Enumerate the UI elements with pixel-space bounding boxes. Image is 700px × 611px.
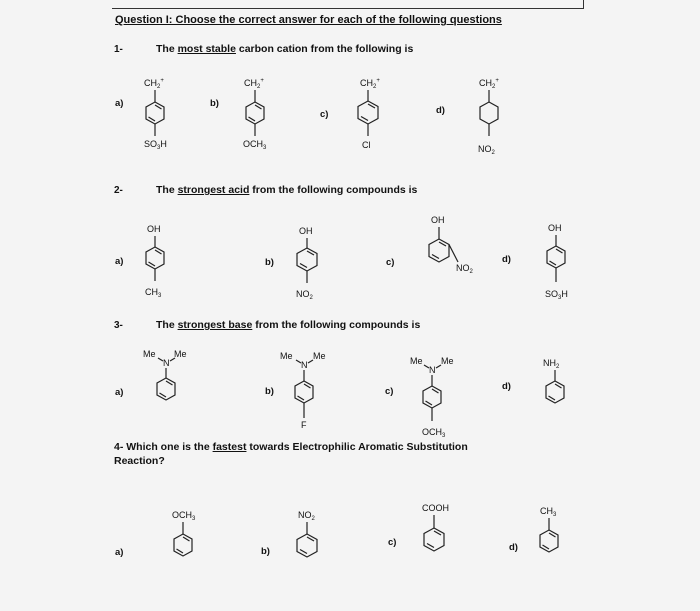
q2-d-structure[interactable] bbox=[545, 223, 568, 301]
q3-number: 3- bbox=[114, 320, 123, 331]
q3-option-a-letter[interactable]: a) bbox=[115, 387, 124, 398]
q3-b-n-label: N bbox=[301, 360, 308, 370]
q4-stem-line2: Reaction? bbox=[114, 455, 165, 467]
q1-d-bottom-label: $NO_2$ bbox=[478, 144, 495, 156]
q3-a-n-label: N bbox=[163, 358, 170, 368]
q1-option-b-letter[interactable]: b) bbox=[210, 98, 219, 109]
q1-c-structure[interactable] bbox=[358, 78, 380, 150]
q2-b-structure[interactable] bbox=[296, 226, 317, 301]
q4-option-d-letter[interactable]: d) bbox=[509, 542, 518, 553]
q2-b-bottom-label: $NO_2$ bbox=[296, 289, 313, 301]
q1-b-bottom-label: $OCH_3$ bbox=[243, 139, 267, 151]
page-title: Question I: Choose the correct answer for each of the following questions bbox=[115, 14, 502, 26]
q3-stem-key: strongest base bbox=[177, 319, 253, 331]
q2-b-top-label: OH bbox=[299, 226, 313, 236]
q1-d-top-label: $CH_2^+$ bbox=[479, 78, 499, 90]
q2-d-top-label: OH bbox=[548, 223, 562, 233]
q3-c-bottom-label: $OCH_3$ bbox=[422, 427, 446, 439]
q3-option-b-letter[interactable]: b) bbox=[265, 386, 274, 397]
q3-a-me2-label: Me bbox=[174, 349, 187, 359]
q1-c-bottom-label: Cl bbox=[362, 140, 371, 150]
q1-stem-pre: The bbox=[156, 43, 178, 55]
q2-stem-pre: The bbox=[156, 184, 178, 196]
q2-a-top-label: OH bbox=[147, 224, 161, 234]
q1-option-c-letter[interactable]: c) bbox=[320, 109, 329, 120]
q2-c-side-label: $NO_2$ bbox=[456, 263, 473, 275]
q1-stem-key: most stable bbox=[177, 43, 236, 55]
q3-a-structure[interactable] bbox=[143, 349, 187, 400]
q1-b-top-label: $CH_2^+$ bbox=[244, 78, 264, 90]
q4-b-top-label: $NO_2$ bbox=[298, 510, 315, 522]
q2-a-structure[interactable] bbox=[145, 224, 164, 299]
q3-c-me2-label: Me bbox=[441, 356, 454, 366]
q1-stem-post: carbon cation from the following is bbox=[235, 43, 414, 55]
q4-option-b-letter[interactable]: b) bbox=[261, 546, 270, 557]
q2-a-bottom-label: $CH_3$ bbox=[145, 287, 162, 299]
q3-b-me2-label: Me bbox=[313, 351, 326, 361]
q2-d-bottom-label: $SO_3H$ bbox=[545, 289, 568, 301]
q4-c-structure[interactable] bbox=[422, 503, 449, 551]
q3-c-n-label: N bbox=[429, 365, 436, 375]
q2-stem-key: strongest acid bbox=[177, 184, 250, 196]
q3-option-d-letter[interactable]: d) bbox=[502, 381, 511, 392]
q2-option-d-letter[interactable]: d) bbox=[502, 254, 511, 265]
q4-b-structure[interactable] bbox=[297, 510, 317, 557]
q1-a-bottom-label: $SO_3H$ bbox=[144, 139, 167, 151]
q2-option-a-letter[interactable]: a) bbox=[115, 256, 124, 267]
q2-c-top-label: OH bbox=[431, 215, 445, 225]
q2-stem-post: from the following compounds is bbox=[249, 184, 418, 196]
q3-d-top-label: $NH_2$ bbox=[543, 358, 560, 370]
q3-stem-pre: The bbox=[156, 319, 178, 331]
q3-option-c-letter[interactable]: c) bbox=[385, 386, 394, 397]
q1-number: 1- bbox=[114, 44, 123, 55]
q4-a-structure[interactable] bbox=[172, 510, 196, 556]
q1-option-d-letter[interactable]: d) bbox=[436, 105, 445, 116]
q1-a-top-label: $CH_2^+$ bbox=[144, 78, 164, 90]
q4-a-top-label: $OCH_3$ bbox=[172, 510, 196, 522]
q2-c-structure[interactable] bbox=[429, 215, 474, 275]
q4-d-structure[interactable] bbox=[540, 506, 558, 552]
q3-c-structure[interactable] bbox=[410, 356, 454, 439]
q4-option-c-letter[interactable]: c) bbox=[388, 537, 397, 548]
q4-stem-key: fastest bbox=[212, 441, 247, 453]
q2-number: 2- bbox=[114, 185, 123, 196]
q3-a-me1-label: Me bbox=[143, 349, 156, 359]
q1-d-structure[interactable] bbox=[478, 78, 499, 156]
q4-stem-post: towards Electrophilic Aromatic Substitution bbox=[246, 441, 468, 453]
q3-b-me1-label: Me bbox=[280, 351, 293, 361]
q3-d-structure[interactable] bbox=[543, 358, 564, 403]
q3-b-bottom-label: F bbox=[301, 420, 307, 430]
q1-a-structure[interactable] bbox=[144, 78, 167, 151]
q1-option-a-letter[interactable]: a) bbox=[115, 98, 124, 109]
q2-option-b-letter[interactable]: b) bbox=[265, 257, 274, 268]
q4-c-top-label: COOH bbox=[422, 503, 449, 513]
q4-option-a-letter[interactable]: a) bbox=[115, 547, 124, 558]
q3-stem-post: from the following compounds is bbox=[252, 319, 421, 331]
q1-c-top-label: $CH_2^+$ bbox=[360, 78, 380, 90]
q3-b-structure[interactable] bbox=[280, 351, 326, 430]
q4-d-top-label: $CH_3$ bbox=[540, 506, 557, 518]
q4-stem-pre: 4- Which one is the bbox=[114, 441, 213, 453]
q2-option-c-letter[interactable]: c) bbox=[386, 257, 395, 268]
q1-b-structure[interactable] bbox=[243, 78, 267, 151]
q3-c-me1-label: Me bbox=[410, 356, 423, 366]
